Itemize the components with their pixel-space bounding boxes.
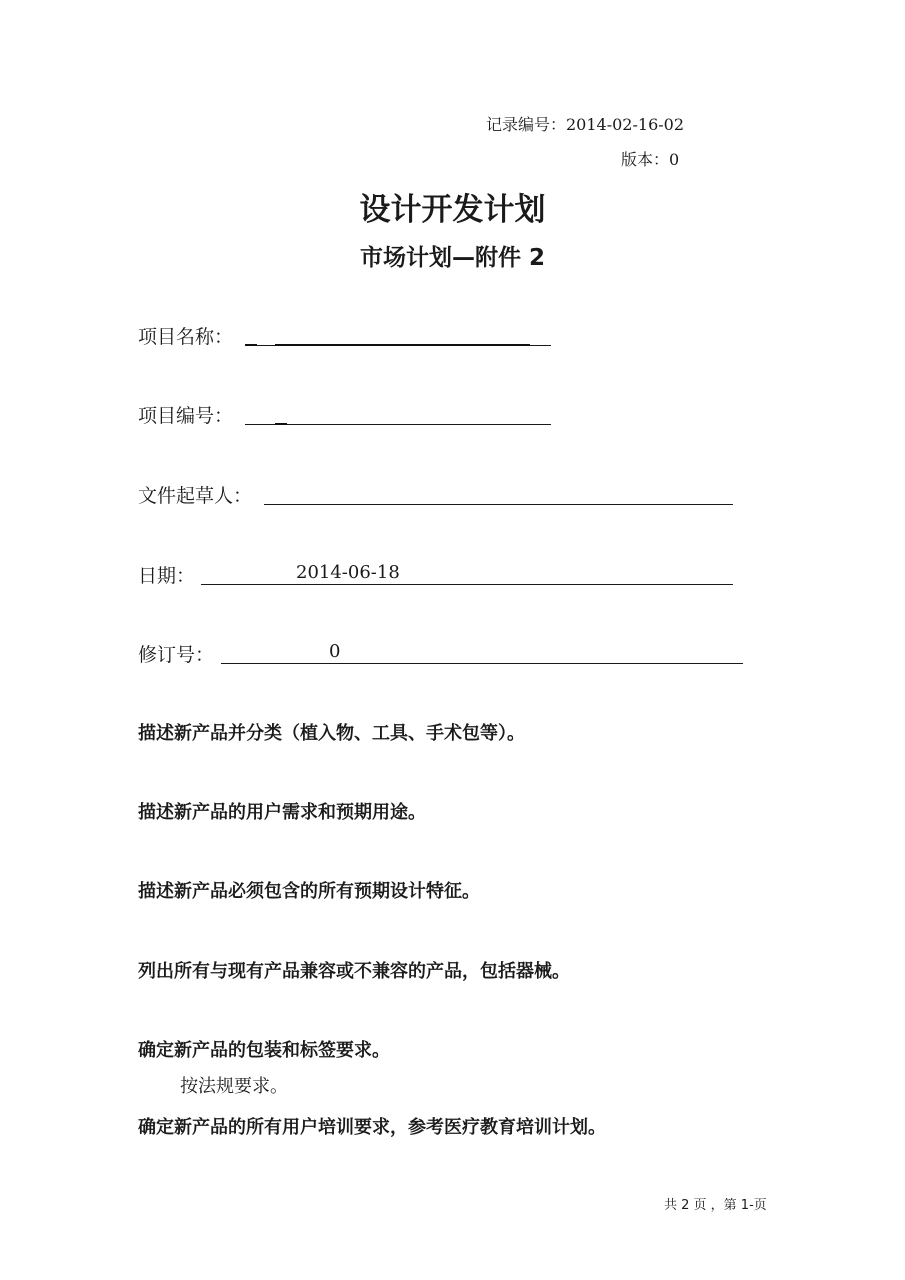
version-number: 版本：0 bbox=[621, 150, 680, 169]
revision-field[interactable] bbox=[221, 643, 743, 664]
drafter-label: 文件起草人： bbox=[138, 485, 253, 507]
project-number-label: 项目编号： bbox=[138, 405, 234, 427]
document-subtitle: 市场计划—附件 2 bbox=[359, 245, 545, 271]
date-field[interactable] bbox=[201, 564, 733, 585]
section-heading-training: 确定新产品的所有用户培训要求，参考医疗教育培训计划。 bbox=[138, 1117, 606, 1138]
section-heading-classification: 描述新产品并分类（植入物、工具、手术包等）。 bbox=[138, 723, 525, 744]
revision-label: 修订号： bbox=[138, 644, 215, 666]
section-heading-design-features: 描述新产品必须包含的所有预期设计特征。 bbox=[138, 881, 480, 902]
record-number: 记录编号：2014-02-16-02 bbox=[486, 115, 685, 134]
field-underline-mark bbox=[245, 344, 257, 346]
section-heading-user-needs: 描述新产品的用户需求和预期用途。 bbox=[138, 802, 426, 823]
section-heading-packaging: 确定新产品的包装和标签要求。 bbox=[138, 1040, 390, 1061]
drafter-field[interactable] bbox=[264, 484, 733, 505]
page-footer: 共 2 页 ，第 1-页 bbox=[664, 1198, 767, 1213]
project-number-field[interactable] bbox=[245, 404, 551, 425]
document-title: 设计开发计划 bbox=[359, 192, 546, 228]
section-body-packaging: 按法规要求。 bbox=[180, 1076, 288, 1097]
section-heading-compatibility: 列出所有与现有产品兼容或不兼容的产品，包括器械。 bbox=[138, 961, 570, 982]
project-name-field[interactable] bbox=[245, 325, 551, 346]
field-underline-mark bbox=[275, 423, 287, 425]
revision-value: 0 bbox=[329, 641, 341, 662]
project-name-label: 项目名称： bbox=[138, 326, 234, 348]
field-underline-bold bbox=[275, 344, 530, 346]
date-label: 日期： bbox=[138, 565, 196, 587]
date-value: 2014-06-18 bbox=[296, 562, 400, 583]
